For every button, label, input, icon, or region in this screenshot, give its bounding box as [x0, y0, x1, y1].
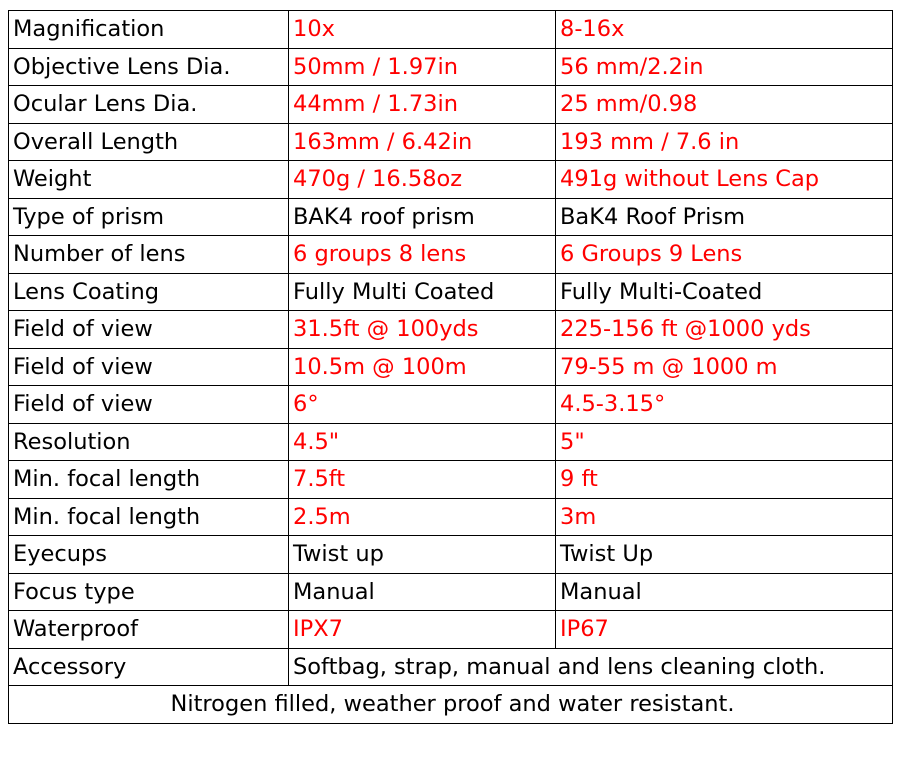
spec-value-model-a: 31.5ft @ 100yds	[289, 311, 556, 349]
spec-value-model-a: 10x	[289, 11, 556, 49]
table-row	[9, 236, 893, 274]
table-row	[9, 573, 893, 611]
table-row	[9, 123, 893, 161]
footer-row	[9, 686, 893, 724]
table-row	[9, 11, 893, 49]
spec-value-model-a: 10.5m @ 100m	[289, 348, 556, 386]
spec-value-model-a: 163mm / 6.42in	[289, 123, 556, 161]
spec-value-model-a: IPX7	[289, 611, 556, 649]
spec-value-model-a: 7.5ft	[289, 461, 556, 499]
spec-value-model-b: 4.5-3.15°	[556, 386, 893, 424]
table-row	[9, 311, 893, 349]
spec-value-model-a: Twist up	[289, 536, 556, 574]
spec-value-model-a: 44mm / 1.73in	[289, 86, 556, 124]
spec-label: Lens Coating	[9, 273, 289, 311]
spec-value-model-b: 193 mm / 7.6 in	[556, 123, 893, 161]
spec-value-model-b: BaK4 Roof Prism	[556, 198, 893, 236]
spec-value-model-b: Twist Up	[556, 536, 893, 574]
spec-value-model-b: 9 ft	[556, 461, 893, 499]
spec-label: Eyecups	[9, 536, 289, 574]
spec-label: Number of lens	[9, 236, 289, 274]
spec-value-model-a: BAK4 roof prism	[289, 198, 556, 236]
spec-label: Field of view	[9, 348, 289, 386]
spec-label: Field of view	[9, 311, 289, 349]
footer-note: Nitrogen filled, weather proof and water resistant.	[9, 686, 893, 724]
spec-value-model-b: Manual	[556, 573, 893, 611]
spec-value-model-b: IP67	[556, 611, 893, 649]
spec-value-model-b: 3m	[556, 498, 893, 536]
spec-value-model-a: 2.5m	[289, 498, 556, 536]
spec-label: Type of prism	[9, 198, 289, 236]
spec-value-model-a: 6 groups 8 lens	[289, 236, 556, 274]
spec-value-model-a: 4.5"	[289, 423, 556, 461]
table-row	[9, 48, 893, 86]
spec-label: Field of view	[9, 386, 289, 424]
spec-label: Ocular Lens Dia.	[9, 86, 289, 124]
spec-value-model-b: 5"	[556, 423, 893, 461]
spec-value-model-b: Fully Multi-Coated	[556, 273, 893, 311]
spec-value-model-b: 56 mm/2.2in	[556, 48, 893, 86]
spec-value-model-a: 470g / 16.58oz	[289, 161, 556, 199]
table-row	[9, 498, 893, 536]
table-row	[9, 423, 893, 461]
spec-value-model-a: 6°	[289, 386, 556, 424]
table-row	[9, 348, 893, 386]
accessory-value: Softbag, strap, manual and lens cleaning cloth.	[289, 648, 893, 686]
spec-label: Resolution	[9, 423, 289, 461]
table-row	[9, 86, 893, 124]
table-row	[9, 536, 893, 574]
table-row	[9, 161, 893, 199]
table-row	[9, 386, 893, 424]
spec-value-model-b: 225-156 ft @1000 yds	[556, 311, 893, 349]
spec-label: Min. focal length	[9, 498, 289, 536]
table-row	[9, 273, 893, 311]
spec-value-model-b: 6 Groups 9 Lens	[556, 236, 893, 274]
spec-label: Objective Lens Dia.	[9, 48, 289, 86]
spec-value-model-a: Manual	[289, 573, 556, 611]
spec-label: Weight	[9, 161, 289, 199]
spec-label: Waterproof	[9, 611, 289, 649]
table-row	[9, 611, 893, 649]
spec-value-model-b: 79-55 m @ 1000 m	[556, 348, 893, 386]
accessory-row	[9, 648, 893, 686]
spec-value-model-b: 491g without Lens Cap	[556, 161, 893, 199]
spec-label: Focus type	[9, 573, 289, 611]
spec-comparison-table	[8, 10, 893, 724]
spec-value-model-a: 50mm / 1.97in	[289, 48, 556, 86]
table-row	[9, 198, 893, 236]
spec-value-model-b: 25 mm/0.98	[556, 86, 893, 124]
spec-value-model-b: 8-16x	[556, 11, 893, 49]
table-row	[9, 461, 893, 499]
spec-label: Overall Length	[9, 123, 289, 161]
spec-label: Min. focal length	[9, 461, 289, 499]
spec-value-model-a: Fully Multi Coated	[289, 273, 556, 311]
spec-table-body	[9, 11, 893, 724]
accessory-label: Accessory	[9, 648, 289, 686]
spec-label: Magnification	[9, 11, 289, 49]
